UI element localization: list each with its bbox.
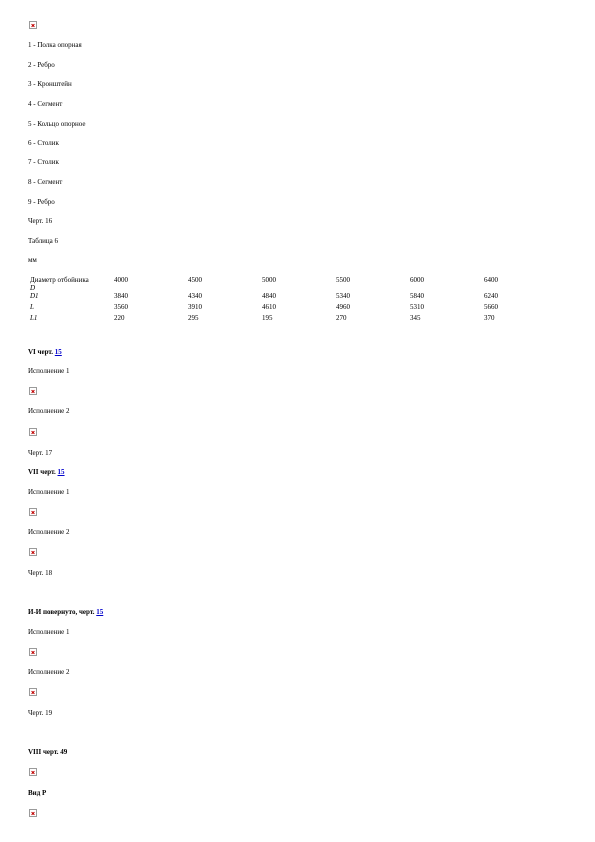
table-cell: 270 (336, 314, 347, 322)
legend-item: 2 - Ребро (28, 61, 55, 69)
execution-label: Исполнение 2 (28, 407, 70, 415)
section-heading-vi (28, 348, 62, 357)
legend-item: 1 - Полка опорная (28, 41, 82, 49)
table-cell: 3840 (114, 292, 128, 300)
drawing-link[interactable]: 15 (54, 348, 62, 356)
header-value: 5500 (336, 276, 350, 284)
header-label: Диаметр отбойника (30, 276, 89, 284)
table-cell: 4960 (336, 303, 350, 311)
table-cell: 195 (262, 314, 273, 322)
header-value: 4000 (114, 276, 128, 284)
section-title: VII черт. (28, 468, 58, 476)
table-cell: 4840 (262, 292, 276, 300)
broken-image-icon (29, 387, 37, 395)
header-value: 6400 (484, 276, 498, 284)
legend-item: 4 - Сегмент (28, 100, 63, 108)
broken-image-icon (29, 548, 37, 556)
table-cell: 370 (484, 314, 495, 322)
legend-item: 9 - Ребро (28, 198, 55, 206)
broken-image-icon (29, 768, 37, 776)
drawing-caption: Черт. 18 (28, 569, 53, 577)
table-cell: 3560 (114, 303, 128, 311)
section-heading-vii (28, 468, 65, 477)
drawing-caption: Черт. 17 (28, 449, 53, 457)
table-cell: 5310 (410, 303, 424, 311)
table-cell: 4610 (262, 303, 276, 311)
legend-item: 8 - Сегмент (28, 178, 63, 186)
row-label: L (30, 303, 34, 311)
header-cell (28, 276, 112, 292)
table-row (28, 314, 526, 325)
drawing-caption: Черт. 19 (28, 709, 53, 717)
broken-image-icon (29, 428, 37, 436)
broken-image-icon (29, 508, 37, 516)
section-title: VI черт. (28, 348, 55, 356)
table-cell: 4340 (188, 292, 202, 300)
section-title: И-И повернуто, черт. (28, 608, 97, 616)
drawing-caption: Черт. 16 (28, 217, 53, 225)
header-value: 4500 (188, 276, 202, 284)
header-value: 6000 (410, 276, 424, 284)
table-cell: 295 (188, 314, 199, 322)
legend-item: 5 - Кольцо опорное (28, 120, 86, 128)
table-title: Таблица 6 (28, 237, 58, 245)
section-heading-viii: VIII черт. 49 (28, 748, 68, 756)
section-heading-ii (28, 608, 103, 617)
header-symbol: D (30, 284, 36, 292)
table-cell: 5340 (336, 292, 350, 300)
dimensions-table (28, 276, 526, 325)
execution-label: Исполнение 2 (28, 668, 70, 676)
table-cell: 6240 (484, 292, 498, 300)
execution-label: Исполнение 1 (28, 367, 70, 375)
drawing-link[interactable]: 15 (57, 468, 65, 476)
table-unit: мм (28, 256, 37, 264)
table-header-row (28, 276, 526, 292)
broken-image-icon (29, 21, 37, 29)
broken-image-icon (29, 648, 37, 656)
row-label: D1 (30, 292, 39, 300)
legend-item: 3 - Кронштейн (28, 80, 72, 88)
view-heading: Вид Р (28, 789, 47, 797)
header-value: 5000 (262, 276, 276, 284)
broken-image-icon (29, 688, 37, 696)
table-cell: 345 (410, 314, 421, 322)
broken-image-icon (29, 809, 37, 817)
table-row (28, 303, 526, 314)
table-row (28, 292, 526, 303)
execution-label: Исполнение 1 (28, 488, 70, 496)
row-label: L1 (30, 314, 38, 322)
table-cell: 220 (114, 314, 125, 322)
execution-label: Исполнение 2 (28, 528, 70, 536)
table-cell: 3910 (188, 303, 202, 311)
table-cell: 5840 (410, 292, 424, 300)
legend-item: 6 - Столик (28, 139, 59, 147)
legend-item: 7 - Столик (28, 158, 59, 166)
execution-label: Исполнение 1 (28, 628, 70, 636)
table-cell: 5660 (484, 303, 498, 311)
drawing-link[interactable]: 15 (96, 608, 104, 616)
